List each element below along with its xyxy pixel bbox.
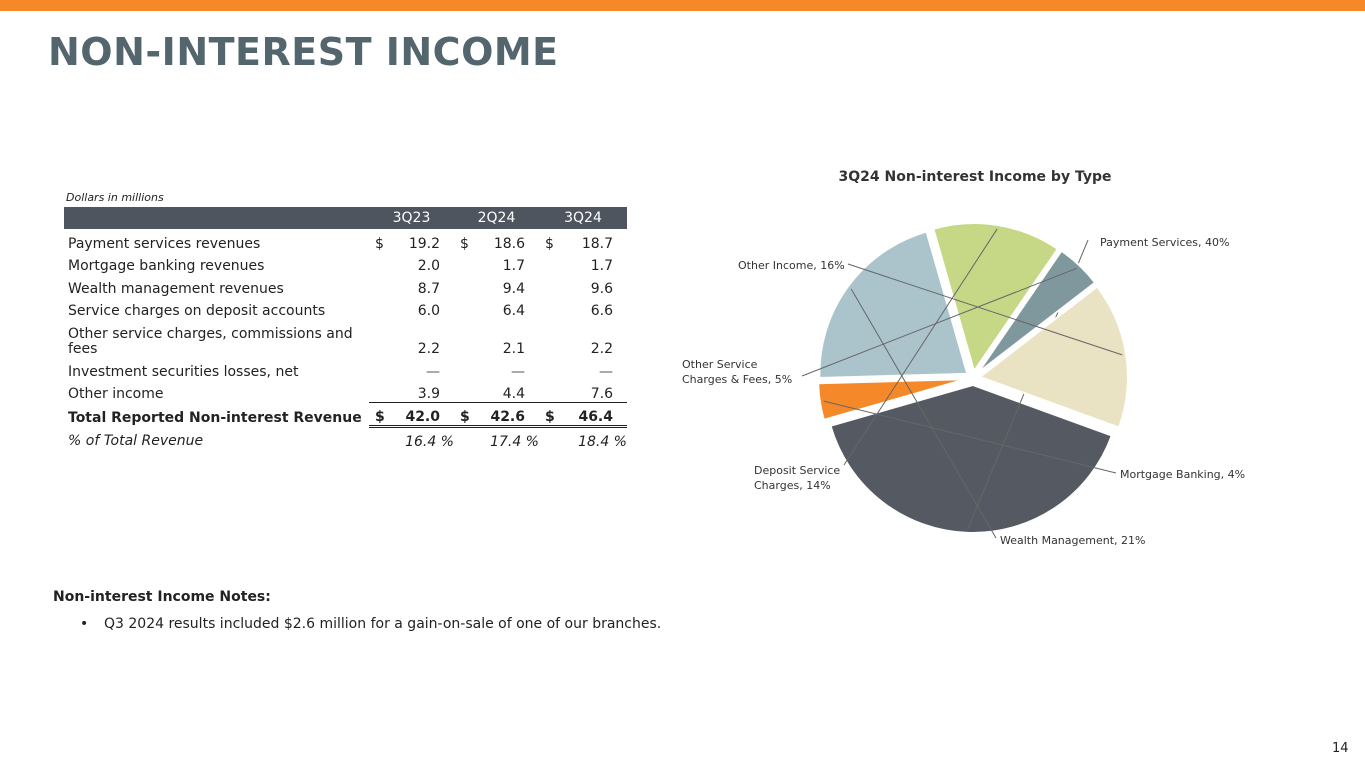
pct-value: 16.4 % xyxy=(405,433,454,450)
column-header: 3Q24 xyxy=(539,207,627,229)
column-header: 3Q23 xyxy=(369,207,454,229)
non-interest-income-table xyxy=(64,207,627,456)
table-pct-row xyxy=(64,426,627,456)
accent-bar xyxy=(0,0,1365,11)
row-label: Other service charges, commissions and fees xyxy=(68,326,353,357)
pct-value: 17.4 % xyxy=(490,433,539,450)
pct-value: 18.4 % xyxy=(578,433,627,450)
currency-symbol xyxy=(369,297,391,320)
row-label: Other income xyxy=(68,386,164,402)
table-row xyxy=(64,380,627,403)
currency-symbol xyxy=(369,252,391,275)
currency-symbol: $ xyxy=(460,235,469,252)
cell-value: 4.4 xyxy=(502,385,525,402)
currency-symbol xyxy=(454,380,476,403)
slice-label: Wealth Management, 21% xyxy=(1000,534,1146,547)
currency-symbol xyxy=(539,380,561,403)
cell-value: 2.1 xyxy=(502,341,525,357)
cell-value: 18.6 xyxy=(493,235,525,252)
cell-value: 7.6 xyxy=(590,385,613,402)
chart-title: 3Q24 Non-interest Income by Type xyxy=(838,169,1112,185)
table-row xyxy=(64,229,627,252)
currency-symbol: $ xyxy=(369,402,391,426)
row-label: Investment securities losses, net xyxy=(68,363,299,380)
table-row xyxy=(64,319,627,357)
cell-value: — xyxy=(426,363,440,380)
cell-value: 8.7 xyxy=(417,280,440,297)
cell-value: 6.4 xyxy=(502,303,525,319)
table-total-row xyxy=(64,402,627,426)
table-row xyxy=(64,357,627,380)
page-number: 14 xyxy=(1332,741,1349,756)
row-label: Service charges on deposit accounts xyxy=(68,303,326,319)
cell-value: 1.7 xyxy=(502,258,525,274)
slice-label: Mortgage Banking, 4% xyxy=(1120,468,1246,481)
slice-label: Payment Services, 40% xyxy=(1100,236,1230,249)
row-label: Payment services revenues xyxy=(68,235,261,252)
currency-symbol xyxy=(454,274,476,297)
cell-value: 9.6 xyxy=(590,280,613,297)
currency-symbol xyxy=(539,274,561,297)
total-value: 42.0 xyxy=(391,402,454,426)
cell-value: — xyxy=(511,363,525,380)
column-header: 2Q24 xyxy=(454,207,539,229)
table-row xyxy=(64,274,627,297)
cell-value: 2.0 xyxy=(417,258,440,274)
currency-symbol xyxy=(454,252,476,275)
cell-value: 2.2 xyxy=(417,341,440,357)
currency-symbol: $ xyxy=(539,402,561,426)
currency-symbol xyxy=(454,357,476,380)
total-value: 46.4 xyxy=(561,402,627,426)
currency-symbol xyxy=(454,297,476,320)
pie-chart xyxy=(670,200,1290,560)
currency-symbol xyxy=(539,297,561,320)
currency-symbol xyxy=(539,319,561,357)
currency-symbol xyxy=(539,357,561,380)
notes-list xyxy=(80,616,661,632)
cell-value: 6.6 xyxy=(590,303,613,319)
row-label: Mortgage banking revenues xyxy=(68,258,265,274)
slice-label: Other Income, 16% xyxy=(738,259,845,272)
table-header-blank xyxy=(64,207,369,229)
cell-value: 3.9 xyxy=(417,385,440,402)
row-label: Wealth management revenues xyxy=(68,280,284,297)
units-note: Dollars in millions xyxy=(66,191,164,204)
table-row xyxy=(64,252,627,275)
page-title: NON-INTEREST INCOME xyxy=(48,30,559,74)
slice-label: Other Service Charges & Fees, 5% xyxy=(682,358,793,386)
total-value: 42.6 xyxy=(476,402,539,426)
cell-value: — xyxy=(599,363,613,380)
total-label: Total Reported Non-interest Revenue xyxy=(68,410,362,426)
cell-value: 1.7 xyxy=(590,258,613,274)
notes-heading: Non-interest Income Notes: xyxy=(53,589,271,605)
currency-symbol: $ xyxy=(375,235,384,252)
currency-symbol xyxy=(369,357,391,380)
currency-symbol xyxy=(369,319,391,357)
cell-value: 19.2 xyxy=(408,235,440,252)
cell-value: 2.2 xyxy=(590,341,613,357)
cell-value: 6.0 xyxy=(417,303,440,319)
table-header-row xyxy=(64,207,627,229)
cell-value: 9.4 xyxy=(502,280,525,297)
currency-symbol: $ xyxy=(545,235,554,252)
currency-symbol xyxy=(369,380,391,403)
cell-value: 18.7 xyxy=(581,235,613,252)
table-row xyxy=(64,297,627,320)
slice-label: Deposit Service Charges, 14% xyxy=(754,464,841,492)
pct-label: % of Total Revenue xyxy=(68,433,204,449)
note-item: • Q3 2024 results included $2.6 million for a gain-on-sale of one of our branches. xyxy=(80,616,661,632)
currency-symbol xyxy=(454,319,476,357)
currency-symbol xyxy=(539,252,561,275)
currency-symbol: $ xyxy=(454,402,476,426)
currency-symbol xyxy=(369,274,391,297)
